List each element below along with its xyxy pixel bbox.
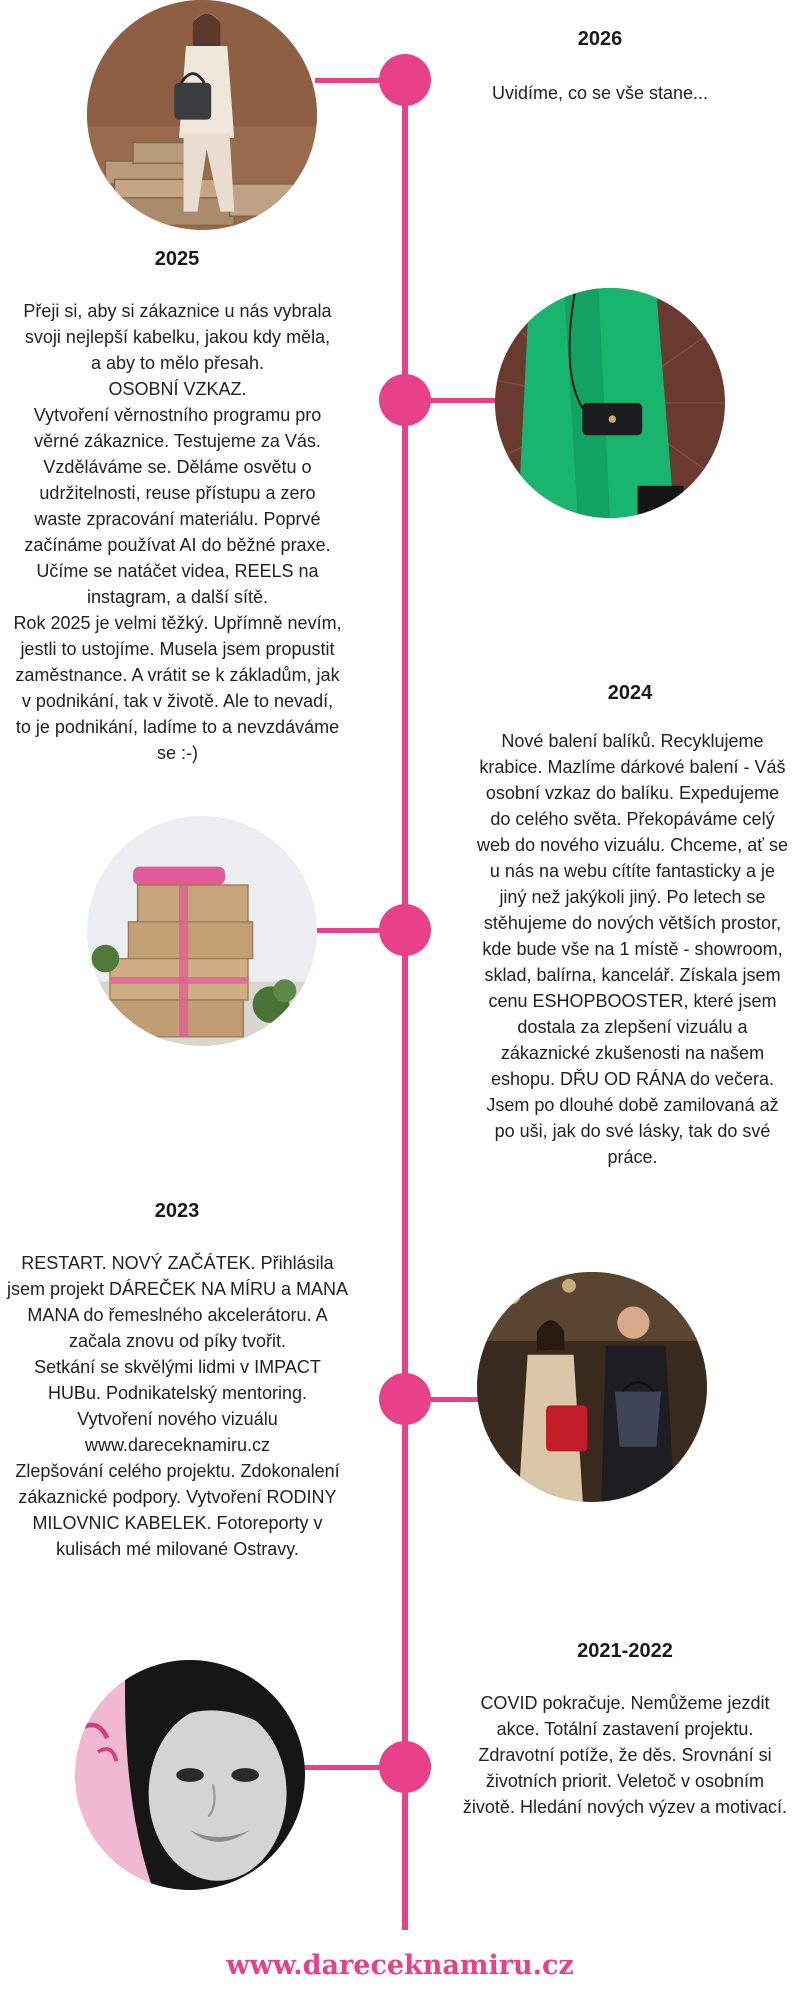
timeline-dot-2024 bbox=[379, 904, 431, 956]
text-line: se :-) bbox=[156, 743, 198, 763]
timeline-dot-2026 bbox=[379, 54, 431, 106]
text-line: akce. Totální zastavení projektu. bbox=[496, 1719, 754, 1739]
text-line: Nové balení balíků. Recyklujeme bbox=[501, 731, 764, 751]
text-2026 bbox=[450, 80, 750, 106]
text-line: OSOBNÍ VZKAZ. bbox=[108, 379, 247, 399]
text-line: Zdravotní potíže, že děs. Srovnání si bbox=[478, 1745, 772, 1765]
text-2021-2022 bbox=[450, 1690, 800, 1820]
text-line: a aby to mělo přesah. bbox=[90, 353, 265, 373]
text-line: Vytvoření věrnostního programu pro bbox=[33, 405, 322, 425]
text-line: svoji nejlepší kabelku, jakou kdy měla, bbox=[24, 327, 331, 347]
timeline-dot-2025 bbox=[379, 374, 431, 426]
text-line: MANA do řemeslného akcelerátoru. A bbox=[27, 1305, 328, 1325]
text-line: začala znovu od píky tvořit. bbox=[68, 1331, 287, 1351]
text-line: kde bude vše na 1 místě - showroom, bbox=[482, 939, 783, 959]
text-line: MILOVNIC KABELEK. Fotoreporty v bbox=[32, 1513, 323, 1533]
text-line: zaměstnance. A vrátit se k základům, jak bbox=[15, 665, 340, 685]
text-line: eshopu. DŘU OD RÁNA do večera. bbox=[490, 1069, 775, 1089]
text-line: životních priorit. Veletoč v osobním bbox=[485, 1771, 765, 1791]
text-line: Uvidíme, co se vše stane... bbox=[491, 83, 709, 103]
text-line: jiný než jakýkoli jiný. Po letech se bbox=[499, 887, 766, 907]
text-line: www.dareceknamiru.cz bbox=[84, 1435, 271, 1455]
timeline-dot-2023 bbox=[379, 1373, 431, 1425]
year-2023: 2023 bbox=[154, 1200, 200, 1222]
woman-with-handbag-photo bbox=[87, 0, 317, 230]
text-line: u nás na webu cítíte fantasticky a je bbox=[489, 861, 776, 881]
text-line: Vytvoření nového vizuálu bbox=[77, 1409, 278, 1429]
text-line: Zlepšování celého projektu. Zdokonalení bbox=[15, 1461, 340, 1481]
photo-2023 bbox=[477, 1272, 707, 1502]
text-line: jsem projekt DÁREČEK NA MÍRU a MANA bbox=[6, 1279, 349, 1299]
text-line: osobní vzkaz do balíku. Expedujeme bbox=[485, 783, 780, 803]
text-2023 bbox=[0, 1250, 355, 1562]
text-line: po uši, jak do své lásky, tak do své bbox=[494, 1121, 771, 1141]
year-2024: 2024 bbox=[607, 682, 653, 704]
text-line: Vzděláváme se. Děláme osvětu o bbox=[43, 457, 312, 477]
year-2021-2022: 2021-2022 bbox=[577, 1640, 673, 1662]
text-line: věrné zákaznice. Testujeme za Vás. bbox=[34, 431, 321, 451]
text-line: Jsem po dlouhé době zamilovaná až bbox=[486, 1095, 779, 1115]
text-line: do celého světa. Překopáváme celý bbox=[490, 809, 775, 829]
photo-2024 bbox=[87, 816, 317, 1046]
two-people-photo bbox=[477, 1272, 707, 1502]
photo-2021-2022 bbox=[75, 1660, 305, 1890]
text-line: to je podnikání, ladíme to a nevzdáváme bbox=[15, 717, 340, 737]
text-line: kulisách mé milované Ostravy. bbox=[56, 1539, 299, 1559]
timeline-dot-2021-2022 bbox=[379, 1741, 431, 1793]
text-line: zákaznické podpory. Vytvoření RODINY bbox=[18, 1487, 337, 1507]
text-line: Přeji si, aby si zákaznice u nás vybrala bbox=[23, 301, 332, 321]
green-coat-photo bbox=[495, 288, 725, 518]
text-line: web do nového vizuálu. Chceme, ať se bbox=[477, 835, 788, 855]
text-line: jestli to ustojíme. Musela jsem propustit bbox=[20, 639, 335, 659]
text-line: sklad, balírna, kancelář. Získala jsem bbox=[484, 965, 781, 985]
text-line: Setkání se skvělými lidmi v IMPACT bbox=[34, 1357, 321, 1377]
text-line: v podnikání, tak v životě. Ale to nevadí, bbox=[21, 691, 334, 711]
text-line: COVID pokračuje. Nemůžeme jezdit bbox=[480, 1693, 770, 1713]
woman-portrait-photo bbox=[75, 1660, 305, 1890]
text-line: dostala za zlepšení vizuálu a bbox=[517, 1017, 748, 1037]
text-line: HUBu. Podnikatelský mentoring. bbox=[47, 1383, 308, 1403]
text-line: začínáme používat AI do běžné praxe. bbox=[24, 535, 331, 555]
year-2025: 2025 bbox=[154, 248, 200, 270]
text-line: krabice. Mazlíme dárkové balení - Váš bbox=[479, 757, 786, 777]
text-line: Rok 2025 je velmi těžký. Upřímně nevím, bbox=[13, 613, 342, 633]
text-line: cenu ESHOPBOOSTER, které jsem bbox=[488, 991, 777, 1011]
text-line: zákaznické zkušenosti na našem bbox=[500, 1043, 765, 1063]
text-line: RESTART. NOVÝ ZAČÁTEK. Přihlásila bbox=[21, 1253, 334, 1273]
text-2024 bbox=[465, 728, 800, 1170]
text-line: waste zpracování materiálu. Poprvé bbox=[34, 509, 321, 529]
photo-2026 bbox=[87, 0, 317, 230]
text-line: Učíme se natáčet videa, REELS na bbox=[36, 561, 319, 581]
year-2026: 2026 bbox=[577, 28, 623, 50]
text-line: udržitelnosti, reuse přístupu a zero bbox=[39, 483, 316, 503]
photo-2025 bbox=[495, 288, 725, 518]
text-line: stěhujeme do nových větších prostor, bbox=[483, 913, 782, 933]
timeline-line bbox=[402, 80, 408, 1930]
text-line: práce. bbox=[607, 1147, 658, 1167]
footer-website-url: www.dareceknamiru.cz bbox=[226, 1950, 574, 1981]
text-line: životě. Hledání nových výzev a motivací. bbox=[462, 1797, 788, 1817]
text-2025 bbox=[0, 298, 355, 766]
shipping-boxes-photo bbox=[87, 816, 317, 1046]
text-line: instagram, a další sítě. bbox=[86, 587, 269, 607]
